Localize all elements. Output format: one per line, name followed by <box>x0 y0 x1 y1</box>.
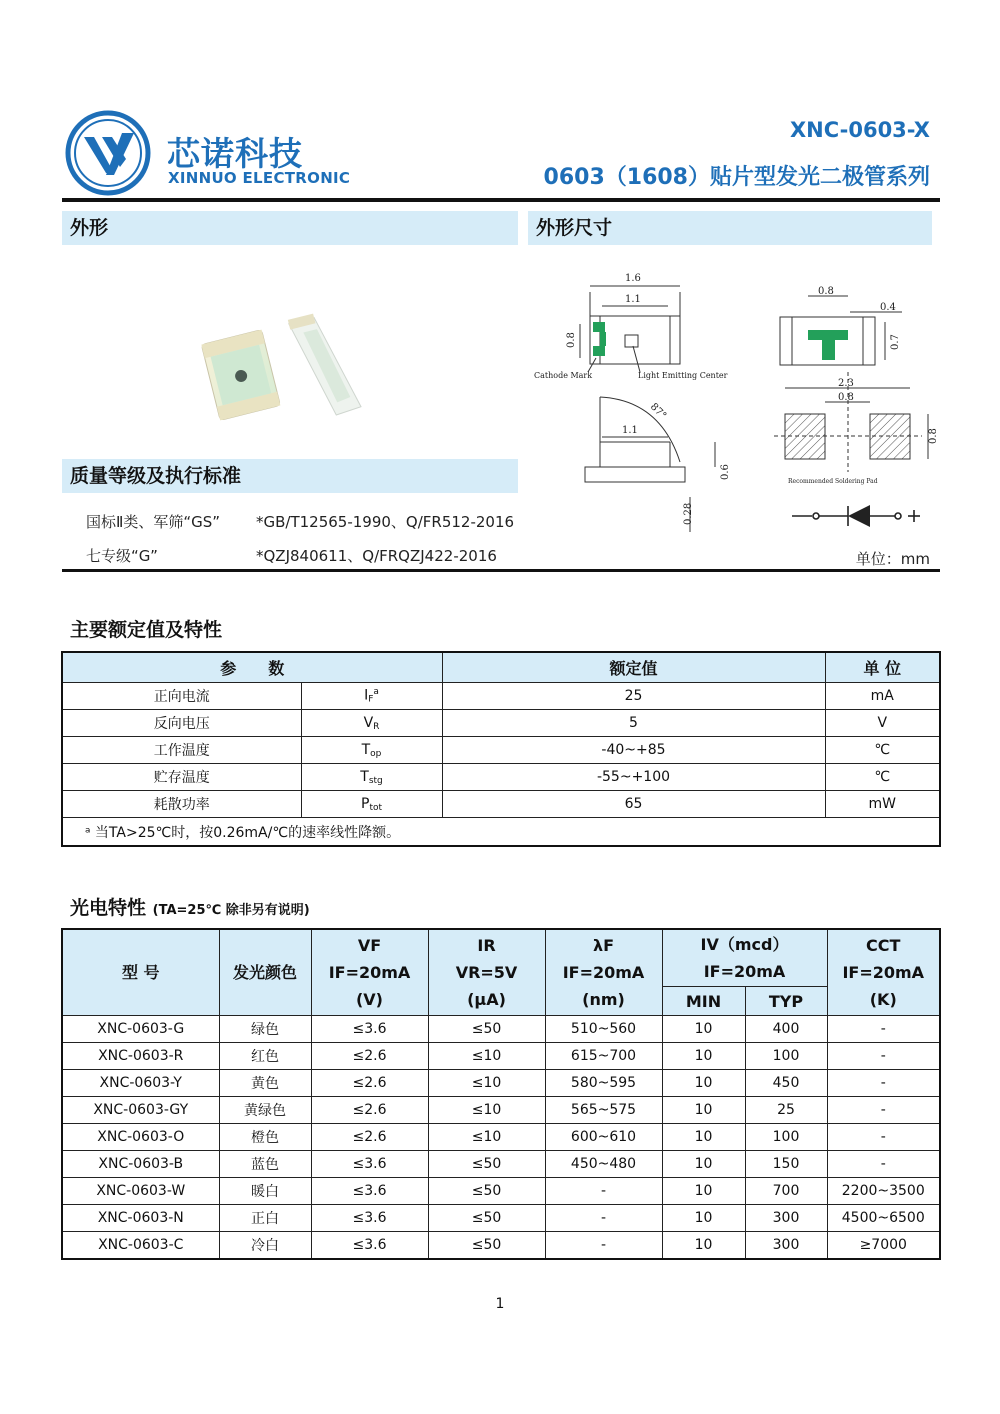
section-appearance: 外形 <box>62 211 518 245</box>
optical-cell-iv-min: 10 <box>662 1205 745 1232</box>
optical-cell-color: 冷白 <box>219 1232 311 1260</box>
optical-cell-lambda: 615~700 <box>545 1043 662 1070</box>
optical-cell-ir: ≤50 <box>428 1205 545 1232</box>
optical-cell-lambda: - <box>545 1232 662 1260</box>
optical-cell-cct: - <box>827 1043 940 1070</box>
rating-name: 反向电压 <box>62 710 301 737</box>
optical-cell-color: 绿色 <box>219 1016 311 1043</box>
dimension-drawing <box>530 262 940 537</box>
rating-value: 5 <box>442 710 825 737</box>
dim-0-28: 0.28 <box>683 502 694 525</box>
optical-cell-iv-min: 10 <box>662 1124 745 1151</box>
table-row <box>62 1016 940 1043</box>
model-code: XNC-0603-X <box>789 118 930 142</box>
optical-title-text: 光电特性 <box>70 897 147 919</box>
optical-cell-cct: - <box>827 1151 940 1178</box>
table-row <box>62 791 940 818</box>
optical-cell-iv-min: 10 <box>662 1043 745 1070</box>
rating-unit: mA <box>825 683 940 710</box>
optical-cell-color: 蓝色 <box>219 1151 311 1178</box>
dim-side-1-1: 1.1 <box>622 425 638 436</box>
dim-0-8: 0.8 <box>566 332 577 348</box>
section-optical-title <box>70 893 310 920</box>
brand-name-cn: 芯诺科技 <box>167 134 303 173</box>
optical-header-color: 发光颜色 <box>219 929 311 1016</box>
optical-cell-cct: - <box>827 1097 940 1124</box>
dim-0-7: 0.7 <box>890 334 901 350</box>
optical-header-iv: IV（mcd） IF=20mA <box>662 929 827 987</box>
table-row <box>62 1205 940 1232</box>
optical-header-vf: VF IF=20mA (V) <box>311 929 428 1016</box>
optical-cell-lambda: 580~595 <box>545 1070 662 1097</box>
optical-cell-vf: ≤3.6 <box>311 1232 428 1260</box>
optical-header-ir: IR VR=5V (μA) <box>428 929 545 1016</box>
optical-cell-iv-min: 10 <box>662 1097 745 1124</box>
ratings-header-param: 参 数 <box>62 652 442 683</box>
optical-table <box>61 928 941 1260</box>
optical-cell-model: XNC-0603-R <box>62 1043 219 1070</box>
dim-2-3: 2.3 <box>838 378 854 389</box>
optical-cell-color: 黄绿色 <box>219 1097 311 1124</box>
optical-cell-iv-min: 10 <box>662 1232 745 1260</box>
table-row <box>62 683 940 710</box>
optical-cell-ir: ≤10 <box>428 1124 545 1151</box>
optical-cell-cct: - <box>827 1016 940 1043</box>
optical-conditions: (TA=25℃ 除非另有说明) <box>152 903 310 918</box>
optical-cell-iv-typ: 400 <box>745 1016 827 1043</box>
unit-note: 单位：mm <box>855 550 930 568</box>
rating-value: -55~+100 <box>442 764 825 791</box>
table-row <box>62 737 940 764</box>
optical-cell-iv-typ: 150 <box>745 1151 827 1178</box>
optical-cell-lambda: 600~610 <box>545 1124 662 1151</box>
optical-cell-model: XNC-0603-W <box>62 1178 219 1205</box>
table-row <box>62 764 940 791</box>
rating-name: 工作温度 <box>62 737 301 764</box>
header-divider <box>62 198 940 202</box>
optical-cell-iv-typ: 100 <box>745 1043 827 1070</box>
optical-cell-color: 红色 <box>219 1043 311 1070</box>
optical-cell-vf: ≤3.6 <box>311 1016 428 1043</box>
optical-cell-lambda: 510~560 <box>545 1016 662 1043</box>
optical-cell-cct: 2200~3500 <box>827 1178 940 1205</box>
optical-cell-ir: ≤50 <box>428 1016 545 1043</box>
table-row <box>62 710 940 737</box>
optical-cell-lambda: - <box>545 1205 662 1232</box>
label-light-center: Light Emitting Center <box>638 371 728 380</box>
ratings-note: ᵃ 当TA>25℃时，按0.26mA/℃的速率线性降额。 <box>62 818 940 847</box>
brand-name-en: XINNUO ELECTRONIC <box>168 169 351 187</box>
rating-unit: V <box>825 710 940 737</box>
table-row <box>62 1178 940 1205</box>
rating-unit: mW <box>825 791 940 818</box>
optical-cell-model: XNC-0603-Y <box>62 1070 219 1097</box>
optical-header-iv-typ: TYP <box>745 987 827 1016</box>
table-row <box>62 1232 940 1260</box>
standard-spec-2: *QZJ840611、Q/FRQZJ422-2016 <box>256 547 497 565</box>
optical-cell-iv-typ: 300 <box>745 1232 827 1260</box>
section-dimensions: 外形尺寸 <box>528 211 932 245</box>
ratings-table <box>61 651 941 847</box>
standard-grade-1: 国标Ⅱ类、军筛“GS” <box>86 513 221 531</box>
optical-cell-iv-typ: 700 <box>745 1178 827 1205</box>
optical-cell-model: XNC-0603-GY <box>62 1097 219 1124</box>
label-cathode-mark: Cathode Mark <box>534 371 593 380</box>
optical-cell-vf: ≤2.6 <box>311 1043 428 1070</box>
section-ratings-title: 主要额定值及特性 <box>70 619 223 641</box>
dim-pad-0-8: 0.8 <box>838 392 854 403</box>
company-logo <box>64 109 152 197</box>
optical-cell-iv-min: 10 <box>662 1070 745 1097</box>
optical-cell-lambda: - <box>545 1178 662 1205</box>
optical-cell-cct: - <box>827 1124 940 1151</box>
rating-name: 耗散功率 <box>62 791 301 818</box>
rating-name: 贮存温度 <box>62 764 301 791</box>
ratings-header-value: 额定值 <box>442 652 825 683</box>
optical-header-cct: CCT IF=20mA (K) <box>827 929 940 1016</box>
optical-cell-vf: ≤2.6 <box>311 1124 428 1151</box>
optical-cell-ir: ≤50 <box>428 1232 545 1260</box>
optical-cell-ir: ≤10 <box>428 1043 545 1070</box>
optical-cell-model: XNC-0603-O <box>62 1124 219 1151</box>
optical-cell-vf: ≤3.6 <box>311 1178 428 1205</box>
optical-header-lambda: λF IF=20mA (nm) <box>545 929 662 1016</box>
dim-1-1: 1.1 <box>625 294 641 305</box>
optical-cell-model: XNC-0603-B <box>62 1151 219 1178</box>
optical-header-iv-min: MIN <box>662 987 745 1016</box>
product-photo <box>200 305 380 430</box>
dim-angle: 87° <box>647 401 669 422</box>
series-title: 0603（1608）贴片型发光二极管系列 <box>543 165 930 190</box>
optical-cell-vf: ≤2.6 <box>311 1070 428 1097</box>
section-quality: 质量等级及执行标准 <box>62 459 518 493</box>
standard-grade-2: 七专级“G” <box>86 547 158 565</box>
optical-cell-iv-min: 10 <box>662 1178 745 1205</box>
rating-symbol: $T_{stg}$ <box>301 764 442 791</box>
table-row <box>62 1097 940 1124</box>
optical-cell-ir: ≤50 <box>428 1178 545 1205</box>
optical-cell-lambda: 450~480 <box>545 1151 662 1178</box>
optical-cell-iv-typ: 450 <box>745 1070 827 1097</box>
dim-0-6: 0.6 <box>720 464 731 480</box>
rating-symbol: $P_{tot}$ <box>301 791 442 818</box>
table-row <box>62 1124 940 1151</box>
optical-cell-iv-min: 10 <box>662 1016 745 1043</box>
optical-cell-iv-typ: 300 <box>745 1205 827 1232</box>
optical-cell-iv-min: 10 <box>662 1151 745 1178</box>
standard-spec-1: *GB/T12565-1990、Q/FR512-2016 <box>256 513 515 531</box>
optical-header-model: 型 号 <box>62 929 219 1016</box>
optical-cell-lambda: 565~575 <box>545 1097 662 1124</box>
table-row <box>62 1043 940 1070</box>
rating-value: 65 <box>442 791 825 818</box>
rating-symbol: $V_R$ <box>301 710 442 737</box>
rating-unit: ℃ <box>825 764 940 791</box>
page-number: 1 <box>495 1296 505 1312</box>
ratings-header-unit: 单 位 <box>825 652 940 683</box>
optical-cell-color: 暖白 <box>219 1178 311 1205</box>
optical-cell-model: XNC-0603-N <box>62 1205 219 1232</box>
dim-top-0-8: 0.8 <box>818 286 834 297</box>
optical-cell-cct: ≥7000 <box>827 1232 940 1260</box>
optical-cell-ir: ≤10 <box>428 1097 545 1124</box>
optical-cell-model: XNC-0603-G <box>62 1016 219 1043</box>
optical-cell-model: XNC-0603-C <box>62 1232 219 1260</box>
optical-cell-vf: ≤3.6 <box>311 1205 428 1232</box>
optical-cell-ir: ≤50 <box>428 1151 545 1178</box>
optical-cell-cct: - <box>827 1070 940 1097</box>
section-divider <box>62 569 940 572</box>
dim-0-4: 0.4 <box>880 302 896 313</box>
rating-name: 正向电流 <box>62 683 301 710</box>
rating-value: -40~+85 <box>442 737 825 764</box>
optical-cell-ir: ≤10 <box>428 1070 545 1097</box>
optical-cell-vf: ≤3.6 <box>311 1151 428 1178</box>
optical-cell-color: 正白 <box>219 1205 311 1232</box>
optical-cell-color: 橙色 <box>219 1124 311 1151</box>
table-row <box>62 1151 940 1178</box>
rating-symbol: $I_F^a$ <box>301 683 442 710</box>
optical-cell-iv-typ: 100 <box>745 1124 827 1151</box>
dim-1-6: 1.6 <box>625 273 641 284</box>
table-row <box>62 1070 940 1097</box>
optical-cell-iv-typ: 25 <box>745 1097 827 1124</box>
optical-cell-vf: ≤2.6 <box>311 1097 428 1124</box>
dim-pad-height: 0.8 <box>928 428 939 444</box>
rating-unit: ℃ <box>825 737 940 764</box>
rating-value: 25 <box>442 683 825 710</box>
optical-cell-color: 黄色 <box>219 1070 311 1097</box>
optical-cell-cct: 4500~6500 <box>827 1205 940 1232</box>
rating-symbol: $T_{op}$ <box>301 737 442 764</box>
label-soldering-pad: Recommended Soldering Pad <box>788 478 878 485</box>
